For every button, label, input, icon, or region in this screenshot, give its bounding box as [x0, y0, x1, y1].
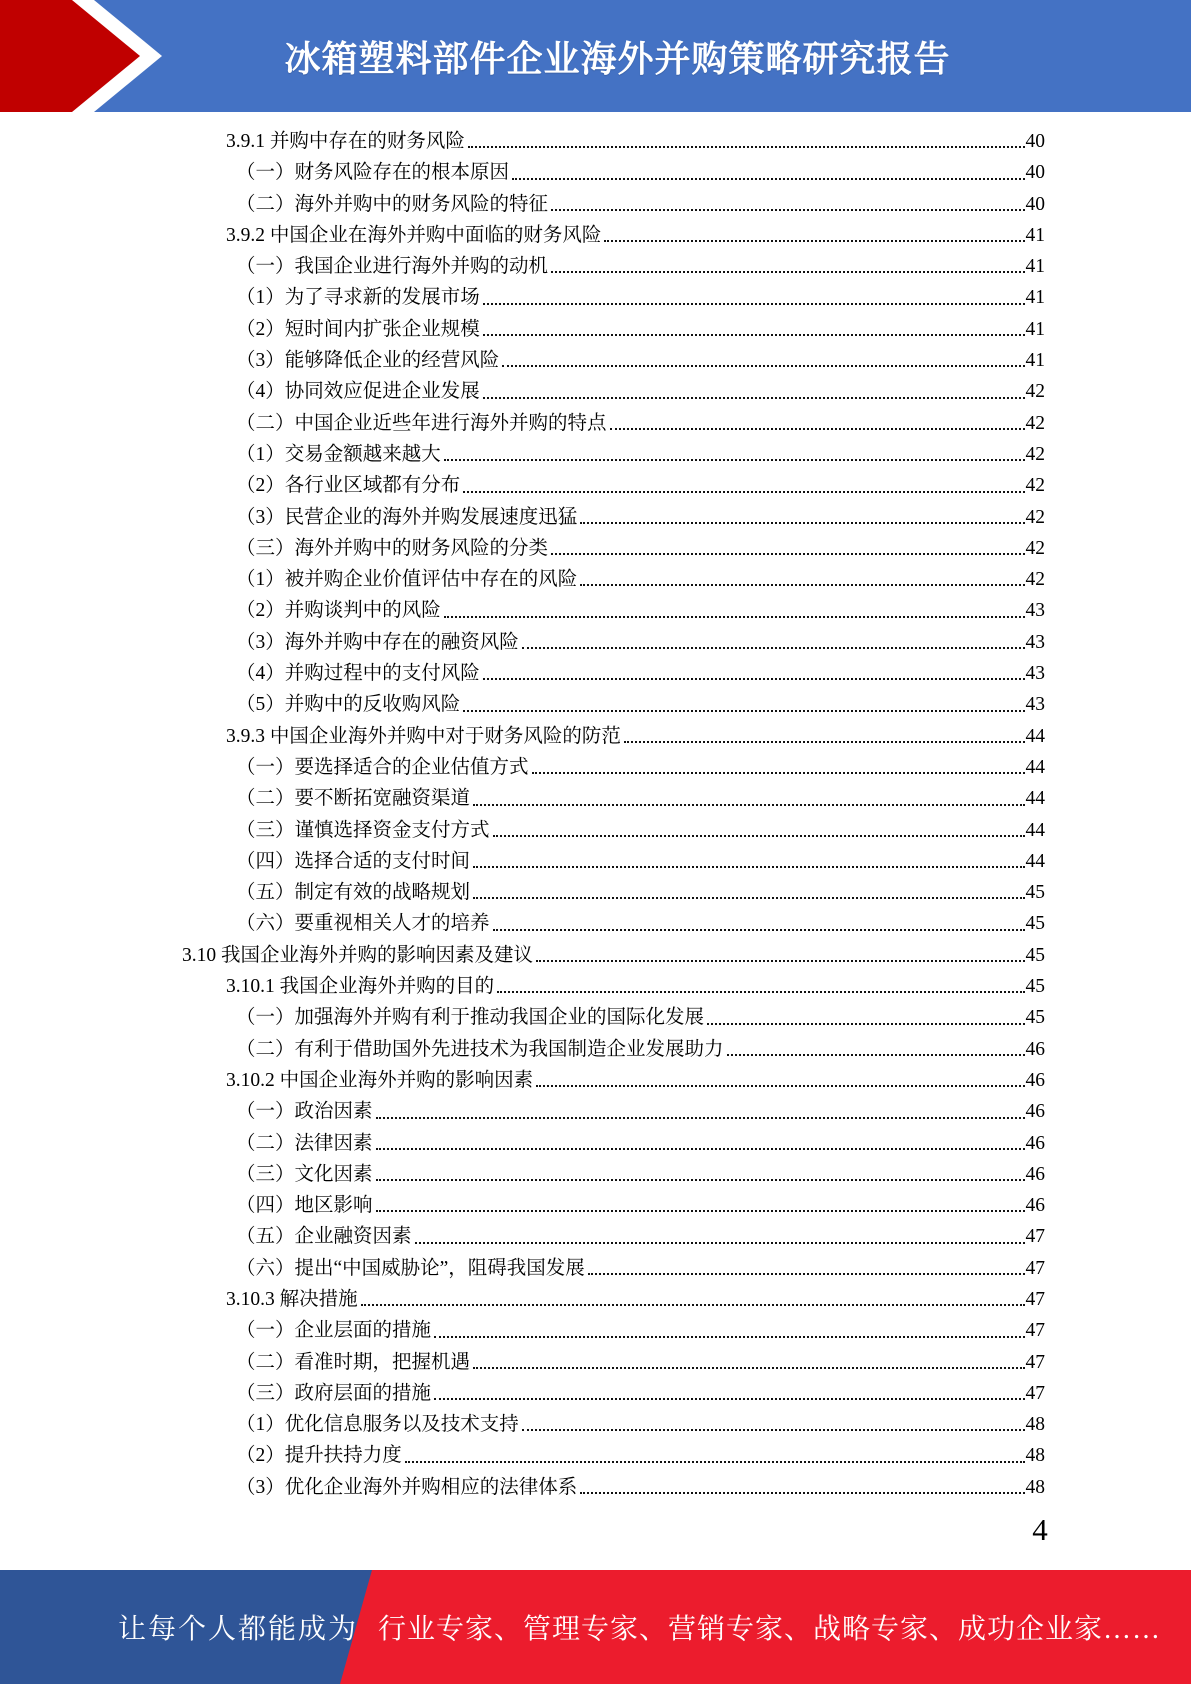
toc-entry[interactable]	[0, 533, 1045, 564]
toc-entry-label: （六）提出“中国威胁论”，阻碍我国发展	[236, 1257, 585, 1279]
toc-entry-label: （一）财务风险存在的根本原因	[236, 162, 510, 184]
toc-entry-label: （3）海外并购中存在的融资风险	[236, 631, 519, 653]
toc-page-number: 47	[1025, 1226, 1045, 1248]
toc-page-number: 43	[1025, 663, 1045, 685]
toc-entry-label: （二）有利于借助国外先进技术为我国制造企业发展助力	[236, 1038, 724, 1060]
toc-entry-label: （一）企业层面的措施	[236, 1320, 432, 1342]
toc-dotted-leader	[493, 929, 1025, 931]
toc-page-number: 45	[1025, 944, 1045, 966]
toc-dotted-leader	[468, 146, 1025, 148]
toc-page-number: 40	[1025, 193, 1045, 215]
toc-entry[interactable]	[0, 595, 1045, 626]
toc-page-number: 48	[1025, 1476, 1045, 1498]
toc-entry[interactable]	[0, 815, 1045, 846]
toc-entry-label: （一）要选择适合的企业估值方式	[236, 756, 529, 778]
toc-page-number: 44	[1025, 819, 1045, 841]
toc-dotted-leader	[707, 1023, 1024, 1025]
toc-entry-label: （三）政府层面的措施	[236, 1382, 432, 1404]
toc-page-number: 46	[1025, 1195, 1045, 1217]
toc-entry-label: （3）优化企业海外并购相应的法律体系	[236, 1476, 578, 1498]
toc-page-number: 47	[1025, 1320, 1045, 1342]
toc-entry[interactable]	[0, 1159, 1045, 1190]
toc-entry[interactable]	[0, 658, 1045, 689]
toc-page-number: 45	[1025, 913, 1045, 935]
toc-dotted-leader	[727, 1054, 1025, 1056]
toc-entry[interactable]	[0, 126, 1045, 157]
toc-page-number: 47	[1025, 1288, 1045, 1310]
toc-page-number: 40	[1025, 131, 1045, 152]
toc-entry[interactable]	[0, 908, 1045, 939]
toc-dotted-leader	[536, 1085, 1024, 1087]
toc-entry-label: （五）企业融资因素	[236, 1226, 412, 1248]
toc-page-number: 41	[1025, 287, 1045, 309]
toc-entry[interactable]	[0, 1034, 1045, 1065]
toc-entry[interactable]	[0, 1284, 1045, 1315]
toc-entry-label: （二）要不断拓宽融资渠道	[236, 788, 471, 810]
toc-entry[interactable]	[0, 721, 1045, 752]
toc-entry[interactable]	[0, 564, 1045, 595]
toc-page-number: 47	[1025, 1257, 1045, 1279]
toc-dotted-leader	[473, 897, 1024, 899]
toc-dotted-leader	[483, 334, 1025, 336]
toc-entry-label: （六）要重视相关人才的培养	[236, 913, 490, 935]
toc-entry[interactable]	[0, 282, 1045, 313]
toc-entry-label: （2）并购谈判中的风险	[236, 600, 441, 622]
toc-dotted-leader	[361, 1304, 1025, 1306]
toc-page-number: 45	[1025, 882, 1045, 904]
toc-entry[interactable]	[0, 1096, 1045, 1127]
toc-dotted-leader	[532, 772, 1025, 774]
toc-entry-label: （一）我国企业进行海外并购的动机	[236, 256, 549, 278]
toc-dotted-leader	[434, 1336, 1024, 1338]
toc-entry-label: （三）海外并购中的财务风险的分类	[236, 537, 549, 559]
toc-entry[interactable]	[0, 971, 1045, 1002]
toc-page-number: 46	[1025, 1163, 1045, 1185]
toc-entry-label: （三）文化因素	[236, 1163, 373, 1185]
toc-entry[interactable]	[0, 220, 1045, 251]
toc-dotted-leader	[551, 553, 1024, 555]
toc-entry-label: （五）制定有效的战略规划	[236, 882, 471, 904]
toc-page-number: 42	[1025, 475, 1045, 497]
page-number: 4	[1032, 1512, 1048, 1547]
toc-entry[interactable]	[0, 157, 1045, 188]
toc-entry-label: 3.10.3 解决措施	[226, 1288, 358, 1310]
toc-entry-label: （一）加强海外并购有利于推动我国企业的国际化发展	[236, 1007, 705, 1029]
toc-entry-label: （1）被并购企业价值评估中存在的风险	[236, 569, 578, 591]
toc-entry-label: （四）选择合适的支付时间	[236, 850, 471, 872]
toc-entry-label: 3.9.1 并购中存在的财务风险	[226, 131, 465, 152]
toc-dotted-leader	[483, 303, 1025, 305]
toc-entry-label: （1）为了寻求新的发展市场	[236, 287, 480, 309]
toc-entry-label: （4）并购过程中的支付风险	[236, 663, 480, 685]
toc-page-number: 44	[1025, 756, 1045, 778]
toc-page-number: 46	[1025, 1069, 1045, 1091]
toc-dotted-leader	[588, 1273, 1025, 1275]
toc-entry[interactable]	[0, 314, 1045, 345]
toc-entry[interactable]	[0, 502, 1045, 533]
page-title: 冰箱塑料部件企业海外并购策略研究报告	[284, 37, 951, 79]
table-of-contents	[0, 126, 1191, 1503]
toc-page-number: 42	[1025, 569, 1045, 591]
toc-page-number: 43	[1025, 600, 1045, 622]
toc-entry[interactable]	[0, 940, 1045, 971]
toc-page-number: 43	[1025, 631, 1045, 653]
toc-dotted-leader	[444, 616, 1025, 618]
toc-dotted-leader	[463, 491, 1024, 493]
toc-entry[interactable]	[0, 1472, 1045, 1503]
toc-entry-label: 3.10.1 我国企业海外并购的目的	[226, 976, 495, 998]
toc-entry-label: （四）地区影响	[236, 1195, 373, 1217]
toc-page-number: 42	[1025, 443, 1045, 465]
toc-dotted-leader	[483, 678, 1025, 680]
toc-dotted-leader	[604, 240, 1024, 242]
toc-dotted-leader	[473, 804, 1024, 806]
toc-entry-label: （一）政治因素	[236, 1101, 373, 1123]
header-banner	[0, 0, 1191, 112]
toc-entry[interactable]	[0, 877, 1045, 908]
toc-dotted-leader	[580, 1492, 1024, 1494]
toc-page-number: 44	[1025, 725, 1045, 747]
toc-page-number: 41	[1025, 318, 1045, 340]
toc-dotted-leader	[536, 960, 1024, 962]
footer-banner	[0, 1570, 1191, 1684]
toc-page-number: 46	[1025, 1132, 1045, 1154]
toc-dotted-leader	[502, 365, 1024, 367]
toc-page-number: 42	[1025, 412, 1045, 434]
toc-dotted-leader	[483, 397, 1025, 399]
toc-page-number: 41	[1025, 224, 1045, 246]
toc-entry[interactable]	[0, 408, 1045, 439]
toc-page-number: 40	[1025, 162, 1045, 184]
toc-entry-label: （3）民营企业的海外并购发展速度迅猛	[236, 506, 578, 528]
toc-entry-label: （2）提升扶持力度	[236, 1445, 402, 1467]
toc-dotted-leader	[376, 1148, 1025, 1150]
toc-entry[interactable]	[0, 470, 1045, 501]
toc-entry-label: 3.9.3 中国企业海外并购中对于财务风险的防范	[226, 725, 621, 747]
toc-entry-label: 3.10.2 中国企业海外并购的影响因素	[226, 1069, 534, 1091]
toc-dotted-leader	[522, 1429, 1025, 1431]
toc-dotted-leader	[551, 209, 1024, 211]
toc-entry-label: 3.10 我国企业海外并购的影响因素及建议	[182, 944, 534, 966]
toc-entry[interactable]	[0, 783, 1045, 814]
toc-entry[interactable]	[0, 627, 1045, 658]
toc-page-number: 48	[1025, 1414, 1045, 1436]
toc-entry[interactable]	[0, 846, 1045, 877]
toc-entry-label: （二）看准时期，把握机遇	[236, 1351, 471, 1373]
toc-entry[interactable]	[0, 1190, 1045, 1221]
toc-entry-label: （2）各行业区域都有分布	[236, 475, 461, 497]
toc-entry[interactable]	[0, 1440, 1045, 1471]
toc-entry-label: （3）能够降低企业的经营风险	[236, 350, 500, 372]
toc-dotted-leader	[493, 835, 1025, 837]
toc-dotted-leader	[415, 1242, 1025, 1244]
toc-entry[interactable]	[0, 1065, 1045, 1096]
toc-page-number: 41	[1025, 256, 1045, 278]
toc-entry[interactable]	[0, 376, 1045, 407]
toc-entry[interactable]	[0, 345, 1045, 376]
toc-entry[interactable]	[0, 1002, 1045, 1033]
toc-dotted-leader	[376, 1179, 1025, 1181]
toc-entry[interactable]	[0, 1347, 1045, 1378]
toc-page-number: 46	[1025, 1101, 1045, 1123]
toc-entry-label: （4）协同效应促进企业发展	[236, 381, 480, 403]
toc-entry[interactable]	[0, 1253, 1045, 1284]
toc-entry[interactable]	[0, 439, 1045, 470]
toc-dotted-leader	[580, 522, 1024, 524]
toc-dotted-leader	[434, 1398, 1024, 1400]
toc-entry[interactable]	[0, 689, 1045, 720]
toc-page-number: 44	[1025, 788, 1045, 810]
toc-entry[interactable]	[0, 1128, 1045, 1159]
toc-page-number: 42	[1025, 537, 1045, 559]
toc-entry[interactable]	[0, 189, 1045, 220]
toc-entry-label: （二）法律因素	[236, 1132, 373, 1154]
toc-dotted-leader	[624, 741, 1025, 743]
toc-page-number: 43	[1025, 694, 1045, 716]
toc-page-number: 46	[1025, 1038, 1045, 1060]
toc-dotted-leader	[463, 710, 1024, 712]
toc-dotted-leader	[580, 584, 1024, 586]
toc-entry[interactable]	[0, 251, 1045, 282]
toc-entry[interactable]	[0, 752, 1045, 783]
toc-page-number: 48	[1025, 1445, 1045, 1467]
toc-dotted-leader	[610, 428, 1025, 430]
toc-dotted-leader	[376, 1210, 1025, 1212]
toc-dotted-leader	[376, 1117, 1025, 1119]
toc-entry-label: （二）海外并购中的财务风险的特征	[236, 193, 549, 215]
toc-dotted-leader	[405, 1461, 1025, 1463]
toc-entry-label: （1）交易金额越来越大	[236, 443, 441, 465]
toc-page-number: 45	[1025, 1007, 1045, 1029]
toc-dotted-leader	[444, 459, 1025, 461]
toc-entry[interactable]	[0, 1315, 1045, 1346]
toc-entry-label: （2）短时间内扩张企业规模	[236, 318, 480, 340]
footer-slogan-right: 行业专家、管理专家、营销专家、战略专家、成功企业家……	[378, 1614, 1162, 1645]
toc-dotted-leader	[551, 271, 1024, 273]
toc-dotted-leader	[512, 178, 1024, 180]
toc-entry[interactable]	[0, 1409, 1045, 1440]
toc-entry-label: （三）谨慎选择资金支付方式	[236, 819, 490, 841]
toc-page-number: 47	[1025, 1351, 1045, 1373]
toc-entry-label: 3.9.2 中国企业在海外并购中面临的财务风险	[226, 224, 602, 246]
toc-page-number: 41	[1025, 350, 1045, 372]
toc-page-number: 47	[1025, 1382, 1045, 1404]
toc-dotted-leader	[497, 991, 1024, 993]
toc-entry[interactable]	[0, 1378, 1045, 1409]
toc-entry[interactable]	[0, 1221, 1045, 1252]
toc-entry-label: （二）中国企业近些年进行海外并购的特点	[236, 412, 607, 434]
footer-slogan-left: 让每个人都能成为	[118, 1614, 359, 1645]
toc-page-number: 45	[1025, 976, 1045, 998]
toc-dotted-leader	[473, 866, 1024, 868]
toc-entry-label: （5）并购中的反收购风险	[236, 694, 461, 716]
toc-dotted-leader	[473, 1367, 1024, 1369]
toc-dotted-leader	[522, 647, 1025, 649]
toc-page-number: 42	[1025, 506, 1045, 528]
toc-entry-label: （1）优化信息服务以及技术支持	[236, 1414, 519, 1436]
toc-page-number: 42	[1025, 381, 1045, 403]
toc-page-number: 44	[1025, 850, 1045, 872]
